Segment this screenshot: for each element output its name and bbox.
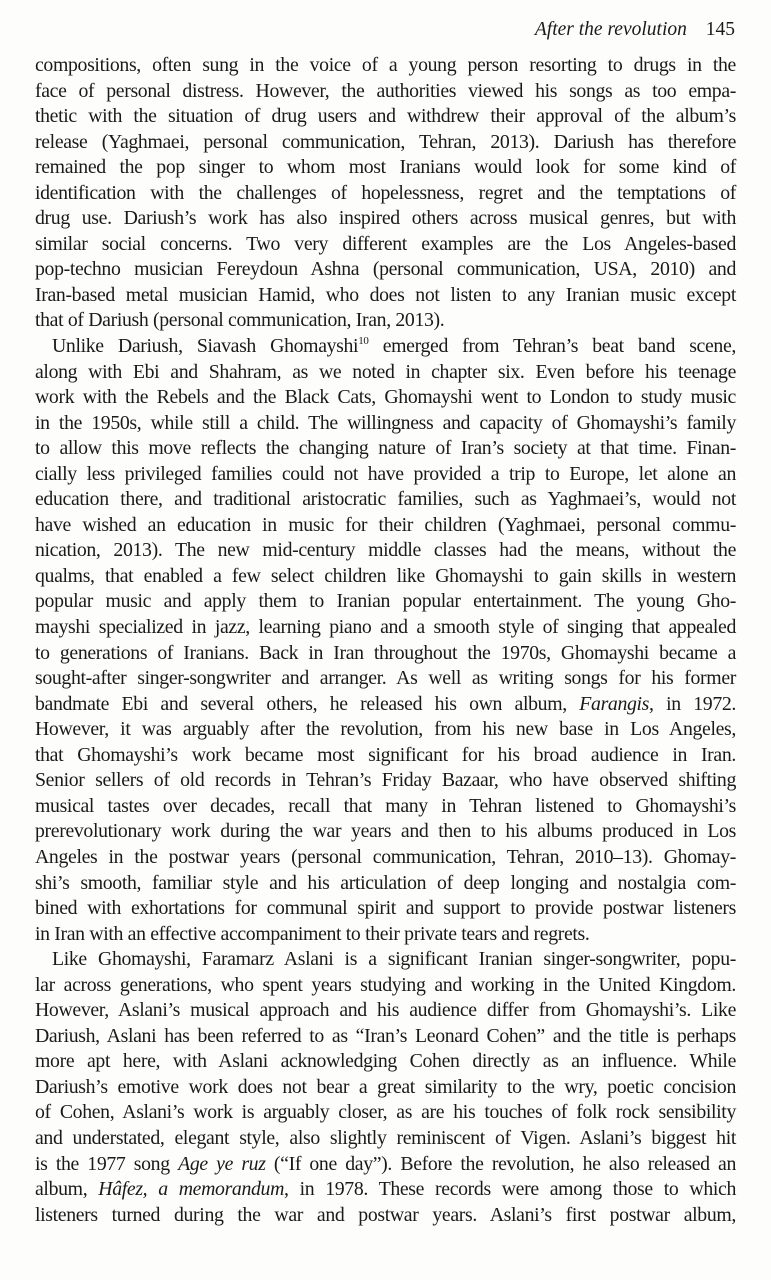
text-line: work with the Rebels and the Black Cats, Ghomayshi went to London to study music	[35, 386, 736, 409]
text-line: album, Hâfez, a memorandum, in 1978. These records were among those to which	[35, 1178, 736, 1201]
text-line: lar across generations, who spent years studying and working in the United Kingdom.	[35, 973, 736, 996]
text-line: mayshi specialized in jazz, learning piano and a smooth style of singing that appealed	[35, 616, 736, 639]
text-line: Like Ghomayshi, Faramarz Aslani is a significant Iranian singer-songwriter, popu-	[52, 948, 736, 971]
text-line: prerevolutionary work during the war years and then to his albums produced in Los	[35, 820, 736, 843]
text-line: identification with the challenges of hopelessness, regret and the temptations of	[35, 181, 736, 204]
album-title: Farangis	[579, 692, 650, 715]
text-line: thetic with the situation of drug users and withdrew their approval of the album’s	[35, 105, 736, 128]
text-line: Angeles in the postwar years (personal communication, Tehran, 2010–13). Ghomay-	[35, 845, 736, 868]
text-line: pop-techno musician Fereydoun Ashna (personal communication, USA, 2010) and	[35, 258, 736, 281]
text-line: more apt here, with Aslani acknowledging Cohen directly as an influence. While	[35, 1050, 736, 1073]
text-line: similar social concerns. Two very different examples are the Los Angeles-based	[35, 232, 736, 255]
page-number: 145	[705, 19, 735, 40]
text-line: to generations of Iranians. Back in Iran throughout the 1970s, Ghomayshi became a	[35, 641, 736, 664]
text-line: Unlike Dariush, Siavash Ghomayshi$^{10}$ emerged from Tehran’s beat band scene,	[52, 335, 736, 358]
footnote-ref[interactable]: 10	[358, 335, 369, 348]
text-line: drug use. Dariush’s work has also inspired others across musical genres, but with	[35, 207, 736, 230]
text-line: nication, 2013). The new mid-century middle classes had the means, without the	[35, 539, 736, 562]
text-line: Iran-based metal musician Hamid, who does not listen to any Iranian music except	[35, 283, 736, 306]
text-line: remained the pop singer to whom most Iranians would look for some kind of	[35, 156, 736, 179]
text-line: shi’s smooth, familiar style and his articulation of deep longing and nostalgia com-	[35, 871, 736, 894]
text-line: bandmate Ebi and several others, he released his own album, Farangis, in 1972.	[35, 692, 736, 715]
text-line: of Cohen, Aslani’s work is arguably closer, as are his touches of folk rock sensibility	[35, 1101, 736, 1124]
text-line: cially less privileged families could not have provided a trip to Europe, let alone an	[35, 462, 736, 485]
paragraph-2	[35, 334, 736, 947]
text-line: face of personal distress. However, the authorities viewed his songs as too empa-	[35, 79, 736, 102]
running-head-title: After the revolution	[534, 19, 687, 40]
text-line: compositions, often sung in the voice of a young person resorting to drugs in the	[35, 54, 736, 76]
text-line: qualms, that enabled a few select children like Ghomayshi to gain skills in western	[35, 564, 736, 587]
body-text	[35, 53, 736, 1228]
text-line: musical tastes over decades, recall that many in Tehran listened to Ghomayshi’s	[35, 794, 736, 817]
text-line: bined with exhortations for communal spirit and support to provide postwar listeners	[35, 897, 736, 920]
paragraph-1	[35, 53, 736, 334]
text-line: Senior sellers of old records in Tehran’s Friday Bazaar, who have observed shifting	[35, 769, 736, 792]
text-line: However, it was arguably after the revolution, from his new base in Los Angeles,	[35, 718, 736, 741]
text-line: However, Aslani’s musical approach and his audience differ from Ghomayshi’s. Like	[35, 999, 736, 1022]
running-head	[535, 17, 735, 43]
paragraph-3	[35, 947, 736, 1228]
text-line: have wished an education in music for their children (Yaghmaei, personal commu-	[35, 513, 736, 536]
text-line: is the 1977 song Age ye ruz (“If one day”). Before the revolution, he also released an	[35, 1152, 737, 1175]
text-line: and understated, elegant style, also slightly reminiscent of Vigen. Aslani’s biggest hit	[35, 1126, 736, 1149]
text-line: that of Dariush (personal communication, Iran, 2013).	[35, 309, 445, 332]
text-line: along with Ebi and Shahram, as we noted in chapter six. Even before his teenage	[35, 360, 736, 383]
song-title: Age ye ruz	[178, 1152, 266, 1175]
text-line: sought-after singer-songwriter and arranger. As well as writing songs for his former	[35, 667, 736, 690]
text-line: in Iran with an effective accompaniment to their private tears and regrets.	[35, 922, 590, 945]
text-line: that Ghomayshi’s work became most significant for his broad audience in Iran.	[35, 743, 736, 766]
text-line: listeners turned during the war and postwar years. Aslani’s first postwar album,	[35, 1203, 736, 1226]
text-line: Dariush, Aslani has been referred to as “Iran’s Leonard Cohen” and the title is perhaps	[35, 1024, 736, 1047]
album-title: Hâfez, a memorandum	[98, 1178, 285, 1201]
text-line: popular music and apply them to Iranian popular entertainment. The young Gho-	[35, 590, 736, 613]
text-line: education there, and traditional aristocratic families, such as Yaghmaei’s, would not	[35, 488, 736, 511]
text-line: Dariush’s emotive work does not bear a great similarity to the wry, poetic concision	[35, 1075, 736, 1098]
text-line: release (Yaghmaei, personal communication, Tehran, 2013). Dariush has therefore	[35, 130, 736, 153]
text-line: to allow this move reflects the changing nature of Iran’s society at that time. Finan-	[35, 437, 736, 460]
text-line: in the 1950s, while still a child. The willingness and capacity of Ghomayshi’s family	[35, 411, 736, 434]
